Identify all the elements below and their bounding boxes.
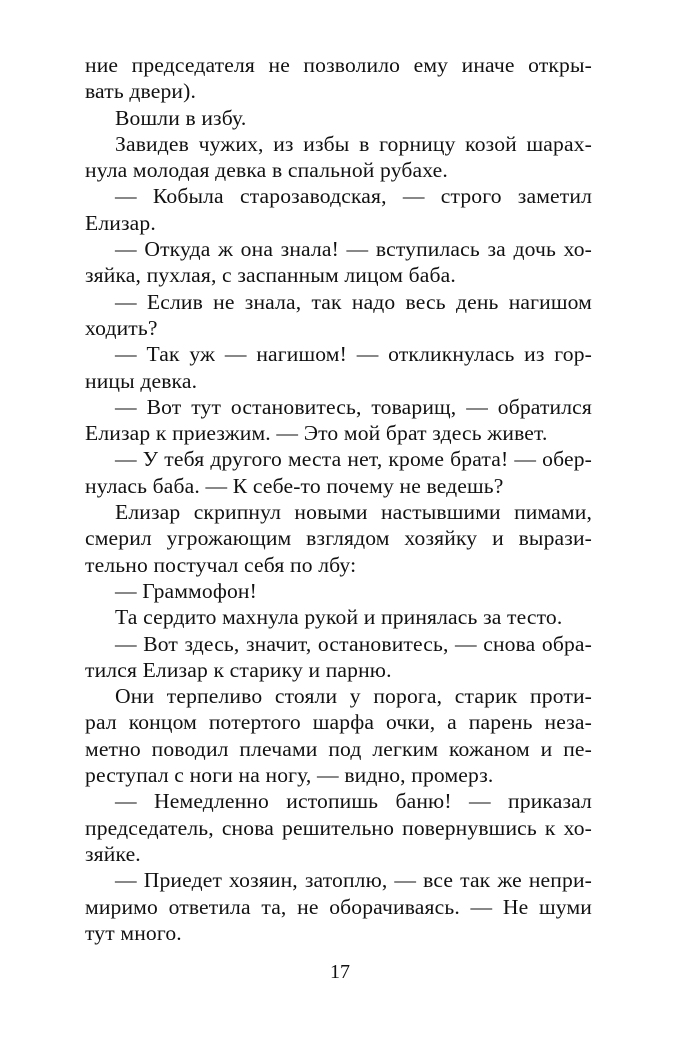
text-line: тут много.: [85, 920, 182, 945]
text-line: Елизар к приезжим. — Это мой брат здесь живет.: [85, 421, 548, 446]
text-line: Та сердито махнула рукой и принялась за тесто.: [115, 605, 563, 630]
page-number: 17: [330, 961, 350, 983]
text-line: метно поводил плечами под легким кожаном и пе-: [85, 736, 592, 761]
text-line: нулась баба. — К себе-то почему не ведешь?: [85, 473, 504, 498]
text-line: председатель, снова решительно повернувшись к хо-: [85, 815, 592, 840]
text-line: Елизар.: [85, 210, 156, 235]
text-line: Они терпеливо стояли у порога, старик проти-: [115, 684, 592, 709]
text-line: — Немедленно истопишь баню! — приказал: [115, 789, 592, 814]
text-line: Елизар скрипнул новыми настывшими пимами,: [115, 500, 592, 525]
text-line: — Вот тут остановитесь, товарищ, — обратился: [115, 394, 592, 419]
text-line: — Так уж — нагишом! — откликнулась из гор-: [115, 342, 592, 367]
text-line: ние председателя не позволило ему иначе откры-: [85, 53, 592, 77]
text-line: ницы девка.: [85, 368, 198, 393]
text-line: тельно постучал себя по лбу:: [85, 552, 357, 577]
text-line: тился Елизар к старику и парню.: [85, 657, 392, 682]
text-line: зяйка, пухлая, с заспанным лицом баба.: [85, 263, 456, 288]
text-line: — У тебя другого места нет, кроме брата! — обер-: [115, 447, 592, 472]
text-line: зяйке.: [85, 841, 141, 866]
text-line: вать двери).: [85, 79, 197, 104]
text-line: — Откуда ж она знала! — вступилась за дочь хо-: [115, 237, 592, 262]
text-line: смерил угрожающим взглядом хозяйку и вырази-: [85, 526, 592, 551]
text-line: нула молодая девка в спальной рубахе.: [85, 158, 448, 183]
page-text-body: [85, 52, 592, 946]
text-line: — Вот здесь, значит, остановитесь, — снова обра-: [115, 631, 592, 656]
text-line: — Граммофон!: [115, 578, 257, 603]
text-line: — Еслив не знала, так надо весь день нагишом: [115, 289, 592, 314]
text-line: Завидев чужих, из избы в горницу козой шарах-: [115, 131, 592, 156]
text-line: — Приедет хозяин, затоплю, — все так же непри-: [115, 868, 592, 893]
text-line: рал концом потертого шарфа очки, а парень неза-: [85, 710, 592, 735]
text-line: Вошли в избу.: [115, 105, 247, 130]
text-line: — Кобыла старозаводская, — строго заметил: [115, 184, 592, 209]
text-line: реступал с ноги на ногу, — видно, промерз.: [85, 763, 494, 788]
text-line: миримо ответила та, не оборачиваясь. — Не шуми: [85, 894, 592, 919]
text-line: ходить?: [85, 315, 158, 340]
